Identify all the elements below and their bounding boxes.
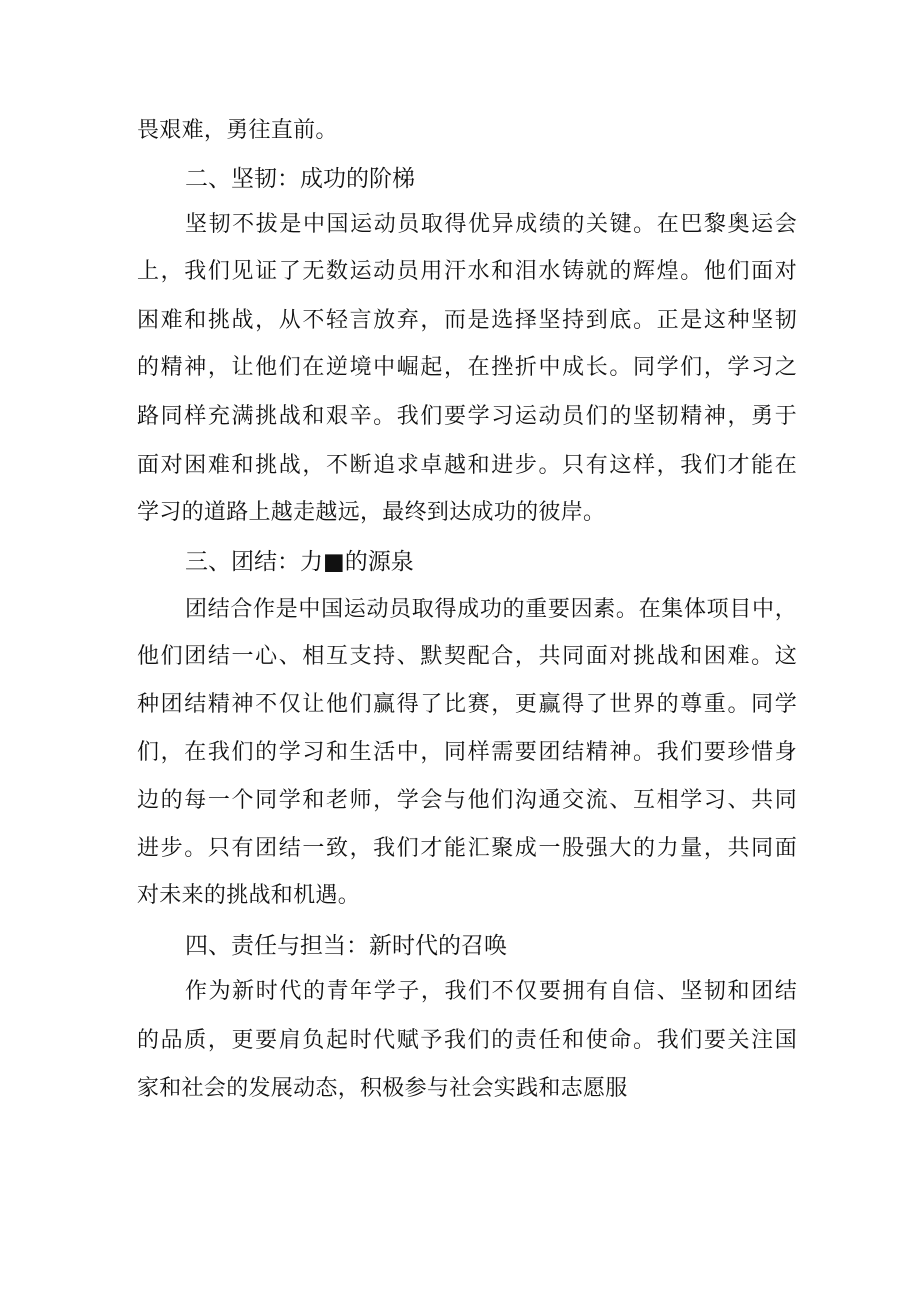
paragraph-line: 家和社会的发展动态，积极参与社会实践和志愿服 [137,1076,628,1101]
section-heading-responsibility: 四、责任与担当：新时代的召唤 [185,933,507,959]
paragraph-line: 上，我们见证了无数运动员用汗水和泪水铸就的辉煌。他们面对 [137,259,797,284]
paragraph-line: 们，在我们的学习和生活中，同样需要团结精神。我们要珍惜身 [137,740,797,765]
paragraph-line: 困难和挑战，从不轻言放弃，而是选择坚持到底。正是这种坚韧 [137,308,797,333]
paragraph-line: 他们团结一心、相互支持、默契配合，共同面对挑战和困难。这 [137,644,797,669]
paragraph-line: 学习的道路上越走越远，最终到达成功的彼岸。 [137,500,606,525]
paragraph-line: 进步。只有团结一致，我们才能汇聚成一股强大的力量，共同面 [137,836,797,861]
paragraph-line: 坚韧不拔是中国运动员取得优异成绩的关键。在巴黎奥运会 [185,212,797,237]
paragraph-line: 对未来的挑战和机遇。 [137,883,361,908]
paragraph-line: 作为新时代的青年学子，我们不仅要拥有自信、坚韧和团结 [185,979,797,1004]
paragraph-line: 边的每一个同学和老师，学会与他们沟通交流、互相学习、共同 [137,788,797,813]
paragraph-line: 团结合作是中国运动员取得成功的重要因素。在集体项目中， [185,597,797,622]
paragraph-line: 的品质，更要肩负起时代赋予我们的责任和使命。我们要关注国 [137,1028,797,1053]
section-heading-unity: 三、团结：力■的源泉 [185,549,414,575]
paragraph-line: 的精神，让他们在逆境中崛起，在挫折中成长。同学们，学习之 [137,355,797,380]
section-heading-perseverance: 二、坚韧：成功的阶梯 [185,166,415,192]
paragraph-line: 面对困难和挑战，不断追求卓越和进步。只有这样，我们才能在 [137,453,797,478]
paragraph-line-intro-tail: 畏艰难，勇往直前。 [137,118,338,143]
paragraph-line: 路同样充满挑战和艰辛。我们要学习运动员们的坚韧精神，勇于 [137,404,797,429]
paragraph-line: 种团结精神不仅让他们赢得了比赛，更赢得了世界的尊重。同学 [137,692,797,717]
